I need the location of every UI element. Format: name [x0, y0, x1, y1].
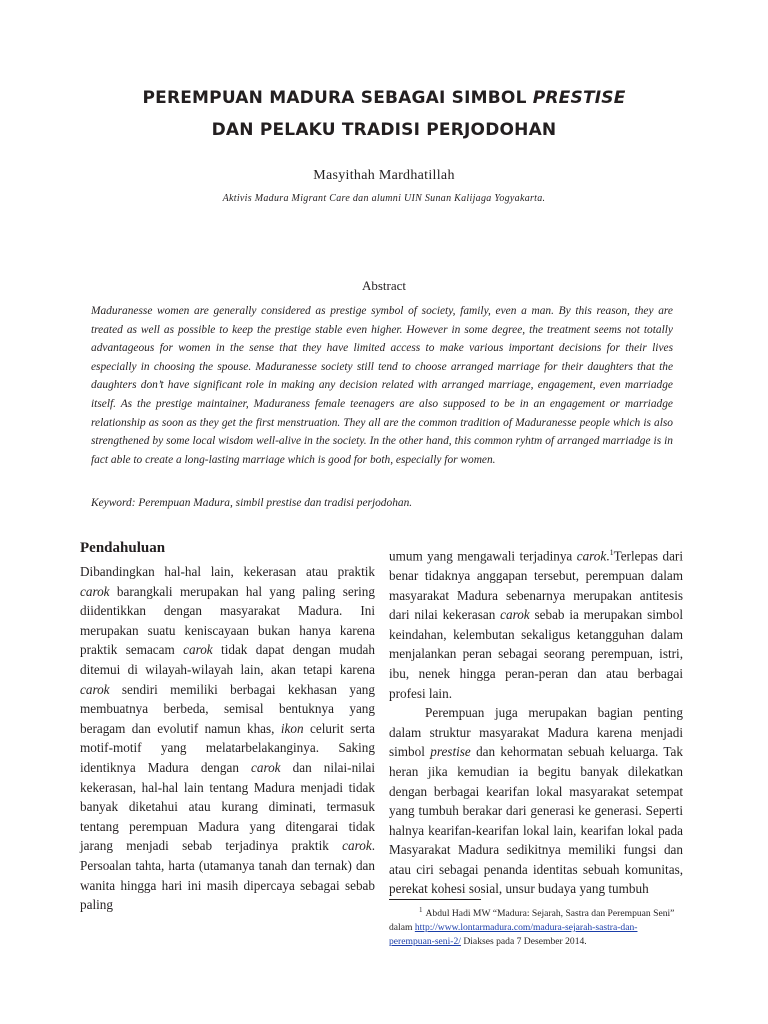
- italic-term: carok: [80, 681, 110, 697]
- text-run: . Persoalan tahta, harta (utamanya tanah dan ternak) dan wanita hingga hari ini masih dipercaya sebagai sebab paling: [80, 838, 375, 913]
- footnote-ref[interactable]: 1: [609, 548, 614, 557]
- text-run: celurit serta motif-motif yang melatarbelakanginya. Saking identiknya Madura dengan: [80, 720, 375, 775]
- footnote-text-end: Diakses pada 7 Desember 2014.: [460, 936, 587, 948]
- author-name: Masyithah Mardhatillah: [313, 168, 455, 183]
- footnote-number: 1: [419, 906, 423, 914]
- title-line-1-italic: PRESTISE: [532, 88, 626, 108]
- text-run: sendiri memiliki berbagai kekhasan yang membuatnya berbeda, semisal bentuknya yang beragam dan evolutif namun khas,: [80, 681, 375, 736]
- italic-term: ikon: [280, 720, 304, 736]
- text-run: barangkali merupakan hal yang paling sering diidentikkan dengan masyarakat Madura. Ini merupakan suatu keniscayaan bukan hanya karena praktik semacam: [80, 583, 375, 658]
- footnote-link[interactable]: http://www.lontarmadura.com/madura-sejarah-sastra-dan-perempuan-seni-2/: [389, 922, 638, 948]
- text-run: .: [606, 548, 610, 564]
- text-run: tidak dapat dengan mudah ditemui di wilayah-wilayah lain, akan tetapi karena: [80, 642, 375, 677]
- paragraph-right-2: [389, 703, 683, 899]
- text-run: Terlepas dari benar tidaknya anggapan tersebut, perempuan dalam masyarakat Madura sebenarnya merupakan antitesis dari nilai kekerasan: [389, 548, 683, 623]
- text-run: dan kehormatan sebuah keluarga. Tak heran jika kemudian ia begitu banyak dilekatkan dengan berbagai kearifan lokal masyarakat setempat yang tumbuh berakar dari generasi ke generasi. Seperti halnya kearifan-kearifan lokal lain, kearifan lokal pada Masyarakat Madura sedikitnya memiliki fungsi dan atau ciri sebagai penanda identitas sebuah komunitas, perekat kohesi sosial, unsur budaya yang tumbuh: [389, 744, 683, 897]
- body-column-left: [80, 562, 375, 915]
- italic-term: carok: [500, 607, 530, 623]
- abstract-text: Maduranesse women are generally considered as prestige symbol of society, family, even a man. By this reason, they are treated as well as possible to keep the prestige stable even higher. However in some degree, the treatment seems not totally advantageous for women in the sense that they have limited access to make various important decisions for their lives especially in choosing the spouse. Maduranesse society still tend to choose arranged marriage for their daughters that the daughters don’t have significant role in making any decision related with arranged marriage, engagement, even marriadge itself. As the prestige maintainer, Maduraness female teenagers are also supposed to be in an engagement or marriadge relationship as soon as they get the first menstruation. They all are the common tradition of Maduranesse people which is also strengthened by some local wisdom well-alive in the society. In the other hand, this common ryhtm of arranged marriadge is in fact able to create a long-lasting marriage which is good for both, especially for women.: [91, 305, 673, 466]
- footnote: [389, 903, 683, 949]
- title-line-1: [60, 82, 708, 114]
- abstract-heading: Abstract: [361, 278, 407, 293]
- paragraph-right-1: [389, 543, 683, 703]
- paragraph-left: [80, 562, 375, 915]
- section-heading: Pendahuluan: [80, 540, 166, 556]
- italic-term: carok: [342, 838, 372, 854]
- text-run: Perempuan juga merupakan bagian penting dalam struktur masyarakat Madura karena menjadi simbol: [389, 705, 683, 760]
- title-line-1-text: PEREMPUAN MADURA SEBAGAI SIMBOL: [142, 88, 533, 108]
- text-run: umum yang mengawali terjadinya: [389, 548, 577, 564]
- italic-term: carok: [183, 642, 213, 658]
- italic-term: carok: [251, 759, 281, 775]
- title-line-2: DAN PELAKU TRADISI PERJODOHAN: [211, 120, 557, 140]
- footnote-text: Abdul Hadi MW “Madura: Sejarah, Sastra dan Perempuan Seni” dalam: [389, 908, 675, 934]
- keywords: Keyword: Perempuan Madura, simbil prestise dan tradisi perjodohan.: [91, 497, 413, 509]
- body-column-right: [389, 543, 683, 899]
- text-run: Dibandingkan hal-hal lain, kekerasan atau praktik: [80, 564, 375, 579]
- italic-term: carok: [576, 548, 607, 564]
- text-run: sebab ia merupakan simbol keindahan, kelembutan sekaligus ketangguhan dalam menjalankan peran sebagai seorang perempuan, istri, ibu, nenek hingga peran-peran dan atau berbagai profesi lain.: [389, 607, 683, 701]
- text-run: dan nilai-nilai kekerasan, hal-hal lain tentang Madura menjadi tidak banyak diketahui atau kurang diminati, termasuk tentang perempuan Madura yang ditengarai tidak jarang menjadi sebab terjadinya praktik: [80, 759, 376, 854]
- italic-term: carok: [80, 583, 110, 599]
- footnote-divider: [389, 899, 481, 900]
- article-title: [60, 82, 708, 146]
- italic-term: prestise: [430, 744, 471, 760]
- author-affiliation: Aktivis Madura Migrant Care dan alumni UIN Sunan Kalijaga Yogyakarta.: [222, 193, 546, 204]
